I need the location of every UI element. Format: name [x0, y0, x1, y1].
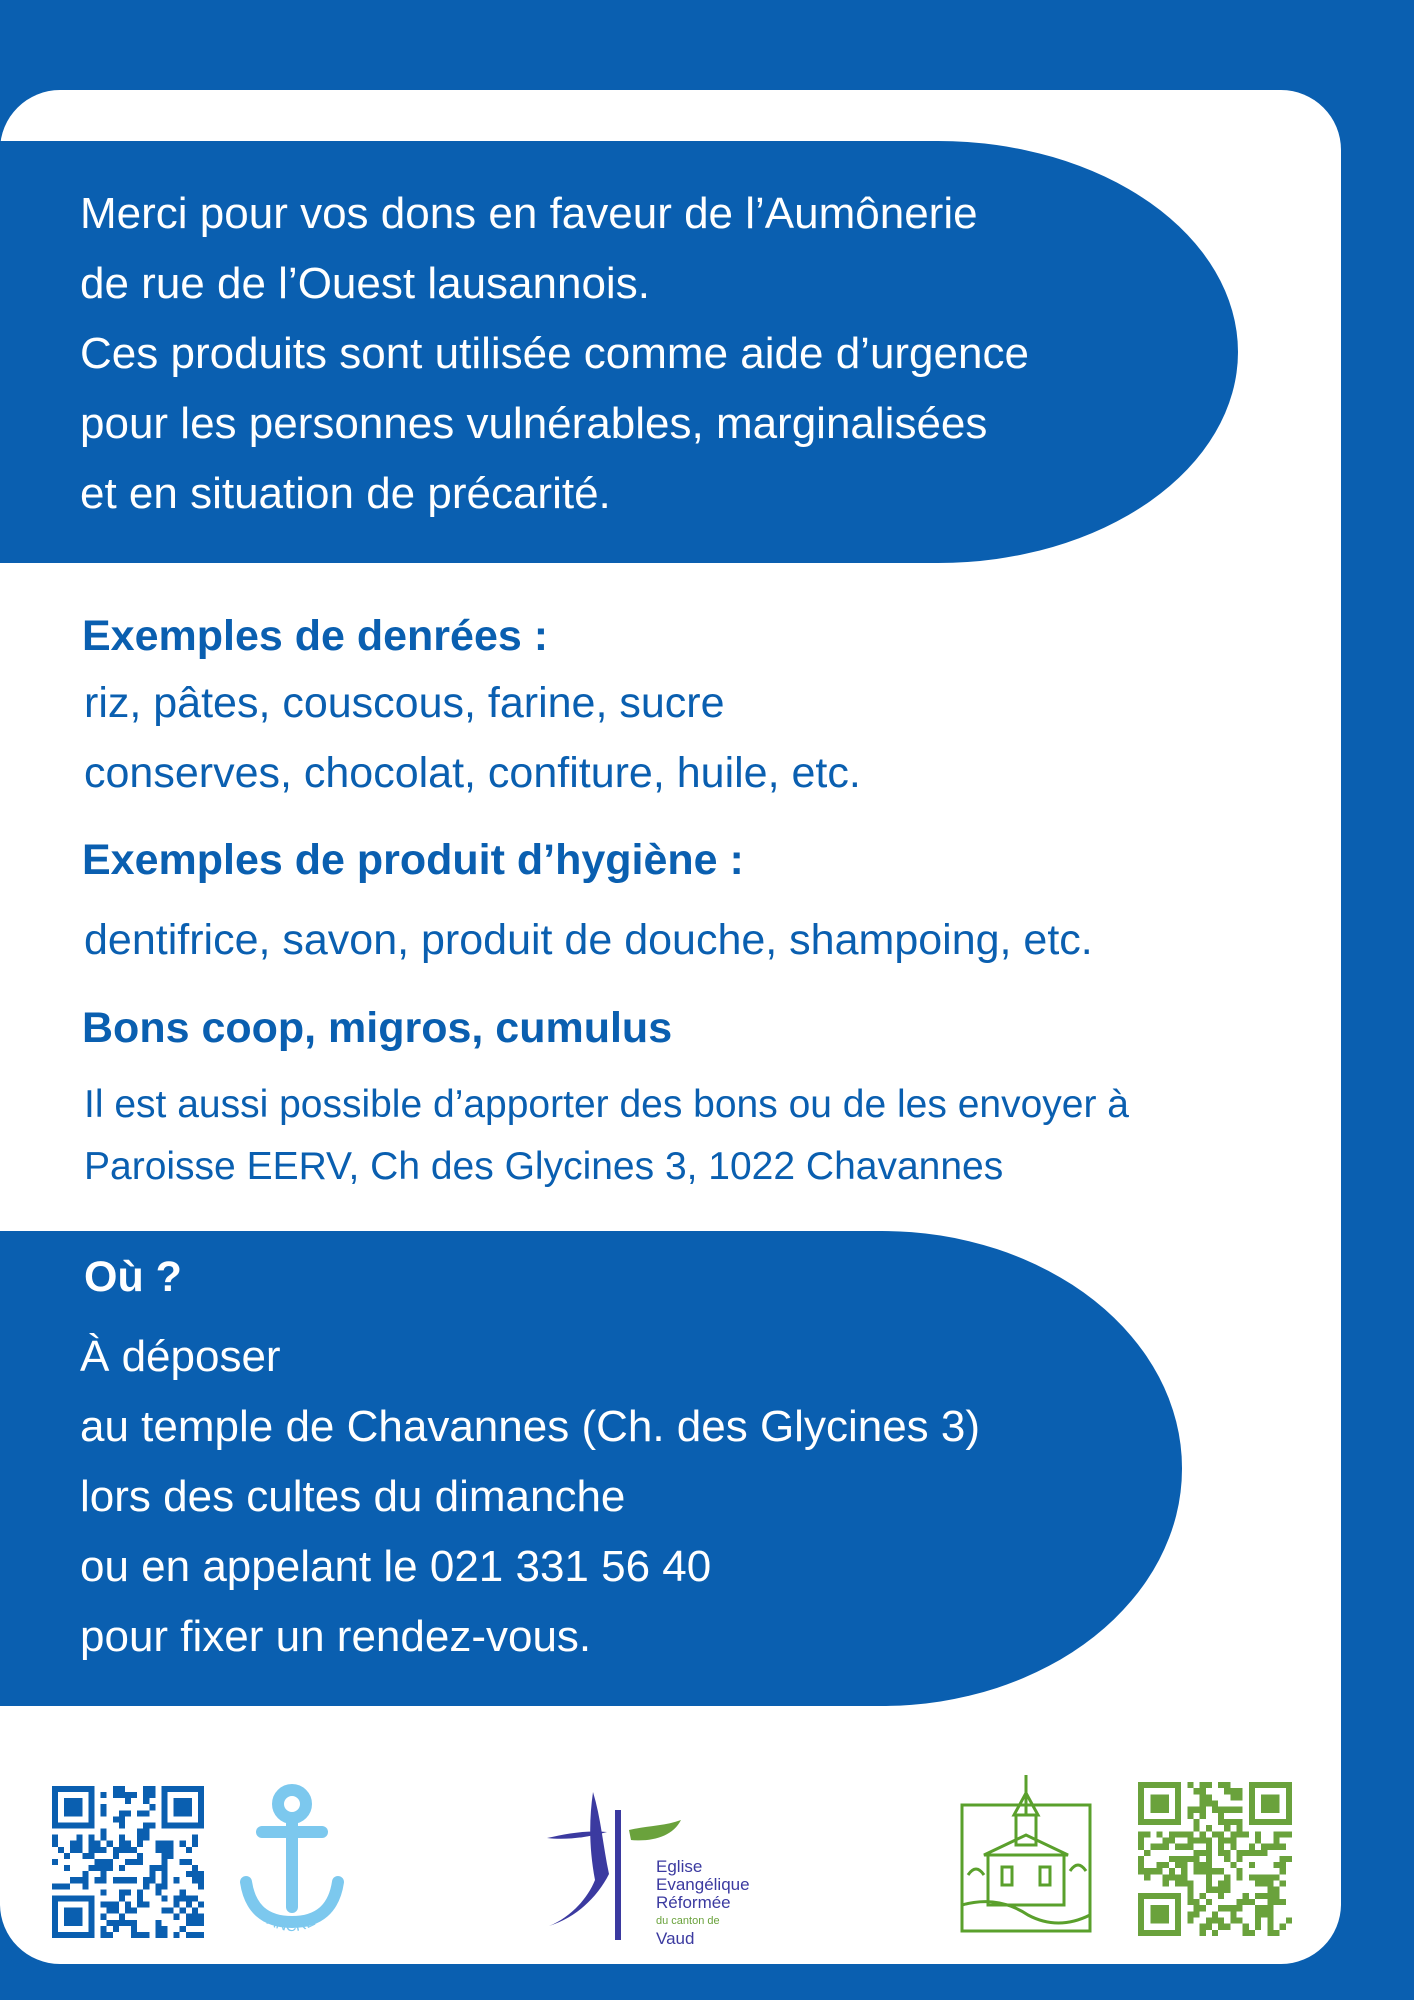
ou-line: lors des cultes du dimanche	[80, 1472, 626, 1521]
ou-line: pour fixer un rendez-vous.	[80, 1612, 592, 1661]
ou-heading: Où ?	[84, 1253, 182, 1301]
bons-line: Paroisse EERV, Ch des Glycines 3, 1022 Chavannes	[84, 1145, 1004, 1188]
ou-line: ou en appelant le 021 331 56 40	[80, 1542, 712, 1591]
eerv-line: Eglise	[656, 1857, 703, 1876]
intro-line: de rue de l’Ouest lausannois.	[80, 259, 650, 308]
denrees-line: conserves, chocolat, confiture, huile, etc.	[84, 749, 861, 797]
hygiene-line: dentifrice, savon, produit de douche, shampoing, etc.	[84, 916, 1093, 964]
bons-heading: Bons coop, migros, cumulus	[82, 1004, 673, 1052]
ancre-logo	[232, 1782, 352, 1942]
intro-line: et en situation de précarité.	[80, 469, 611, 518]
eerv-line: Vaud	[656, 1929, 695, 1948]
ancre-logo-text: L’ANCRE	[254, 1906, 318, 1936]
eerv-line: Evangélique	[656, 1875, 750, 1894]
intro-line: pour les personnes vulnérables, marginalisées	[80, 399, 988, 448]
ou-line: À déposer	[80, 1332, 281, 1381]
hygiene-heading: Exemples de produit d’hygiène :	[82, 836, 744, 884]
bons-line: Il est aussi possible d’apporter des bons ou de les envoyer à	[84, 1083, 1129, 1126]
denrees-heading: Exemples de denrées :	[82, 612, 549, 660]
eerv-line-small: du canton de	[656, 1915, 720, 1927]
church-logo	[958, 1775, 1096, 1939]
eerv-logo-text	[656, 1858, 750, 1948]
denrees-line: riz, pâtes, couscous, farine, sucre	[84, 679, 725, 727]
ou-line: au temple de Chavannes (Ch. des Glycines 3)	[80, 1402, 981, 1451]
intro-line: Ces produits sont utilisée comme aide d’urgence	[80, 329, 1029, 378]
eerv-line: Réformée	[656, 1893, 731, 1912]
qr-code-left[interactable]	[52, 1786, 204, 1938]
ou-text	[80, 1322, 980, 1672]
qr-code-right[interactable]	[1138, 1782, 1292, 1936]
intro-line: Merci pour vos dons en faveur de l’Aumônerie	[80, 189, 978, 238]
intro-text	[80, 179, 1029, 529]
